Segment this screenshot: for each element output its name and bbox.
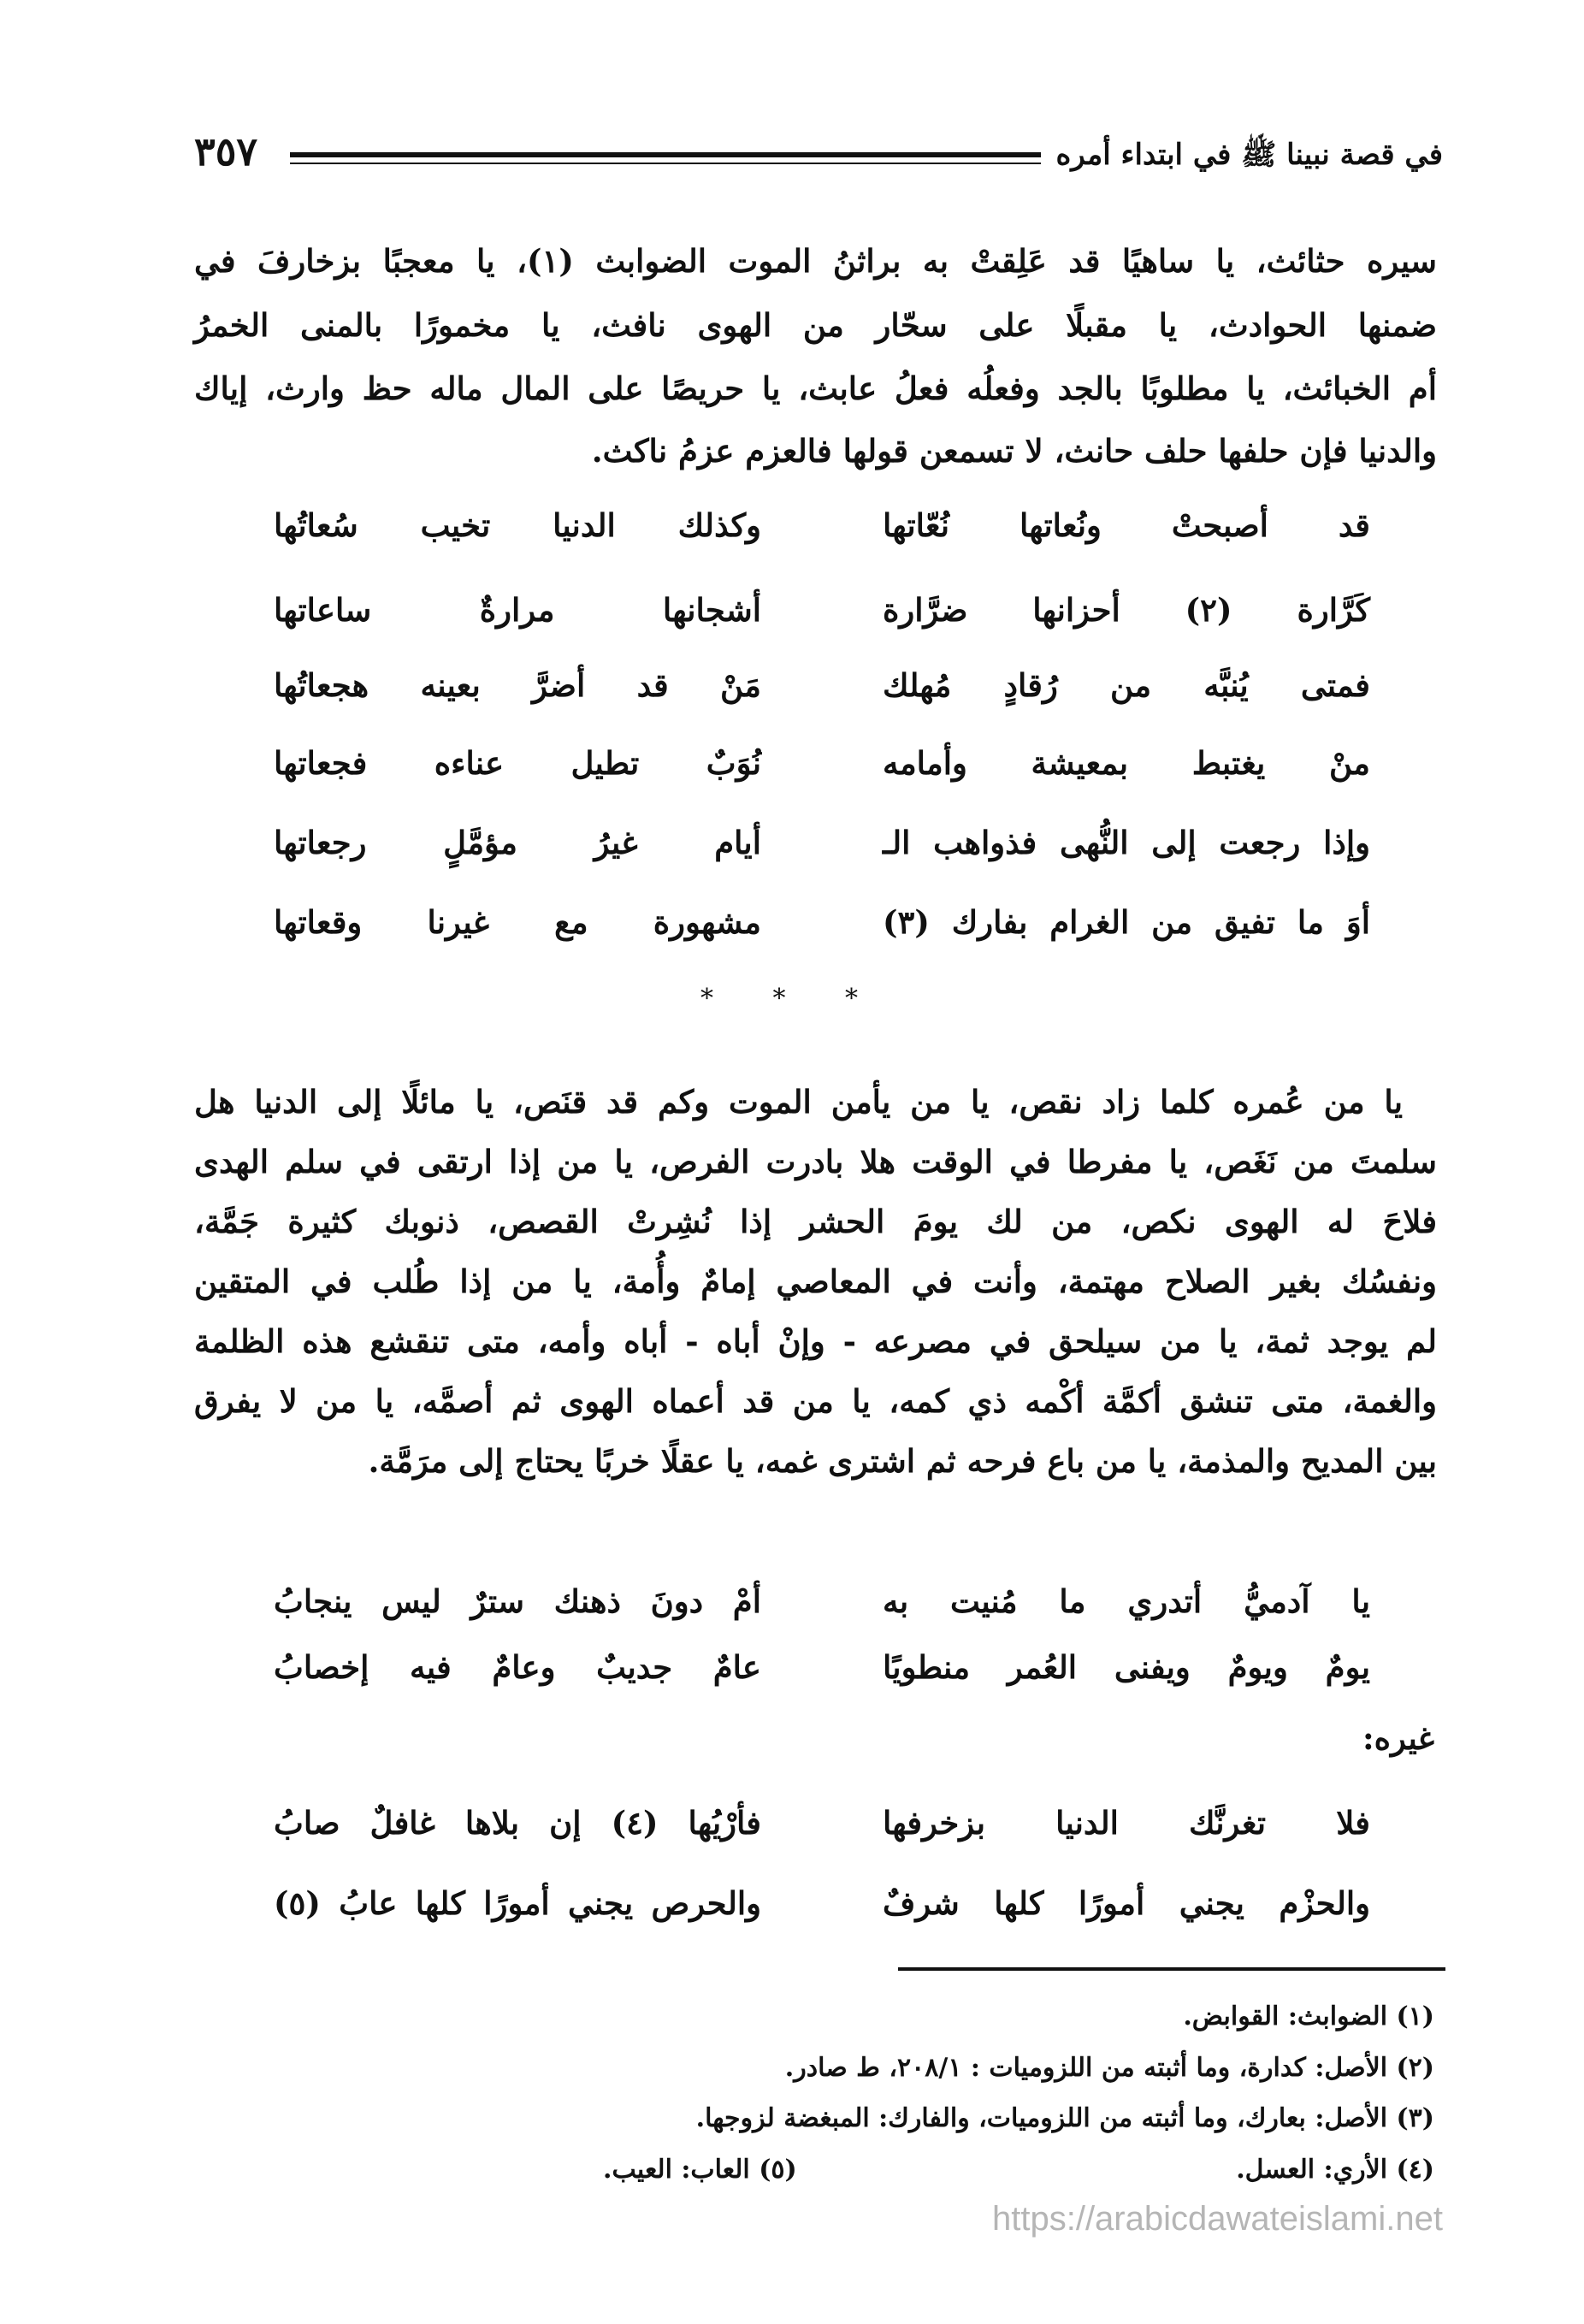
verse-left: فأرْيُها (٤) إن بلاها غافلٌ صابُ (274, 1804, 761, 1842)
footnote: (٥) العاب: العيب. (603, 2155, 797, 2185)
text-line: والغمة، متى تنشق أكمَّة أكْمه ذي كمه، يا من قد أعماه الهوى ثم أصمَّه، يا من لا يفرق (194, 1382, 1437, 1420)
verse-right: وإذا رجعت إلى النُّهى فذواهب الـ (883, 824, 1370, 861)
text-line: ضمنها الحوادث، يا مقبلًا على سحّار من الهوى نافث، يا مخمورًا بالمنى الخمرُ (194, 306, 1437, 344)
footnote: (٢) الأصل: كدارة، وما أثبته من اللزوميات : ٢٠٨/١، ط صادر. (784, 2053, 1434, 2083)
verse-left: مشهورة مع غيرنا وقعاتها (274, 903, 761, 941)
verse-left: أشجانها مرارةٌ ساعاتها (274, 591, 761, 629)
verse-right: يومٌ ويومٌ ويفنى العُمر منطويًا (883, 1648, 1370, 1686)
verse-left: والحرص يجني أمورًا كلها عابُ (٥) (274, 1884, 761, 1922)
other-poet-label: غيره: (1362, 1719, 1434, 1757)
section-separator: * * * (700, 984, 884, 1014)
running-title: في قصة نبينا ﷺ في ابتداء أمره (1055, 138, 1443, 172)
text-line: سلمتَ من نَغَص، يا مفرطا في الوقت هلا بادرت الفرص، يا من إذا ارتقى في سلم الهدى (194, 1143, 1437, 1180)
header-rule (290, 152, 1041, 164)
text-line: سيره حثائث، يا ساهيًا قد عَلِقتْ به براثنُ الموت الضوابث (١)، يا معجبًا بزخارفَ في (194, 242, 1437, 280)
footnote-rule (898, 1967, 1445, 1971)
verse-left: عامٌ جديبٌ وعامٌ فيه إخصابُ (274, 1648, 761, 1686)
verse-left: مَنْ قد أضرَّ بعينه هجعاتُها (274, 666, 761, 704)
verse-right: منْ يغتبط بمعيشة وأمامه (883, 744, 1370, 782)
verse-right: فمتى يُنبَّه من رُقادٍ مُهلك (883, 666, 1370, 704)
verse-left: أمْ دونَ ذهنك سترٌ ليس ينجابُ (274, 1582, 761, 1620)
text-line: يا من عُمره كلما زاد نقص، يا من يأمن الموت وكم قد قنَص، يا مائلًا إلى الدنيا هل (194, 1083, 1403, 1121)
footnote: (٣) الأصل: بعارك، وما أثبته من اللزوميات، والفارك: المبغضة لزوجها. (695, 2103, 1434, 2133)
watermark-url: https://arabicdawateislami.net (992, 2200, 1443, 2238)
footnote: (٤) الأري: العسل. (1236, 2155, 1434, 2185)
verse-left: أيام غيرُ مؤمَّلٍ رجعاتها (274, 824, 761, 861)
running-header (194, 128, 1443, 188)
verse-left: نُوَبٌ تطيل عناءه فجعاتها (274, 744, 761, 782)
footnote: (١) الضوابث: القوابض. (1183, 2002, 1434, 2031)
verse-right: فلا تغرنَّك الدنيا بزخرفها (883, 1804, 1370, 1842)
verse-right: أوَ ما تفيق من الغرام بفارك (٣) (883, 903, 1370, 941)
verse-right: يا آدميُّ أتدري ما مُنيت به (883, 1582, 1370, 1620)
text-line: والدنيا فإن حلفها حلف حانث، لا تسمعن قولها فالعزم عزمُ ناكث. (591, 432, 1437, 470)
verse-right: كَرَّارة (٢) أحزانها ضرَّارة (883, 591, 1371, 629)
verse-right: والحزْم يجني أمورًا كلها شرفٌ (883, 1884, 1370, 1922)
text-line: فلاحَ له الهوى نكص، من لك يومَ الحشر إذا نُشِرتْ القصص، ذنوبك كثيرة جَمَّة، (194, 1203, 1438, 1240)
text-line: أم الخبائث، يا مطلوبًا بالجد وفعلُه فعلُ عابث، يا حريصًا على المال ماله حظ وارث، إياك (194, 370, 1437, 407)
page-number: ٣٥٧ (194, 128, 258, 174)
verse-left: وكذلك الدنيا تخيب سُعاتُها (274, 506, 761, 544)
text-line: ونفسُك بغير الصلاح مهتمة، وأنت في المعاصي إمامٌ وأُمة، يا من إذا طُلب في المتقين (194, 1263, 1437, 1300)
text-line: لم يوجد ثمة، يا من سيلحق في مصرعه - وإنْ أباه - أباه وأمه، متى تنقشع هذه الظلمة (194, 1322, 1437, 1360)
text-line: بين المديح والمذمة، يا من باع فرحه ثم اشترى غمه، يا عقلًا خربًا يحتاج إلى مرَمَّة. (368, 1442, 1437, 1480)
verse-right: قد أصبحتْ ونُعاتها نُعّاتها (883, 506, 1370, 544)
